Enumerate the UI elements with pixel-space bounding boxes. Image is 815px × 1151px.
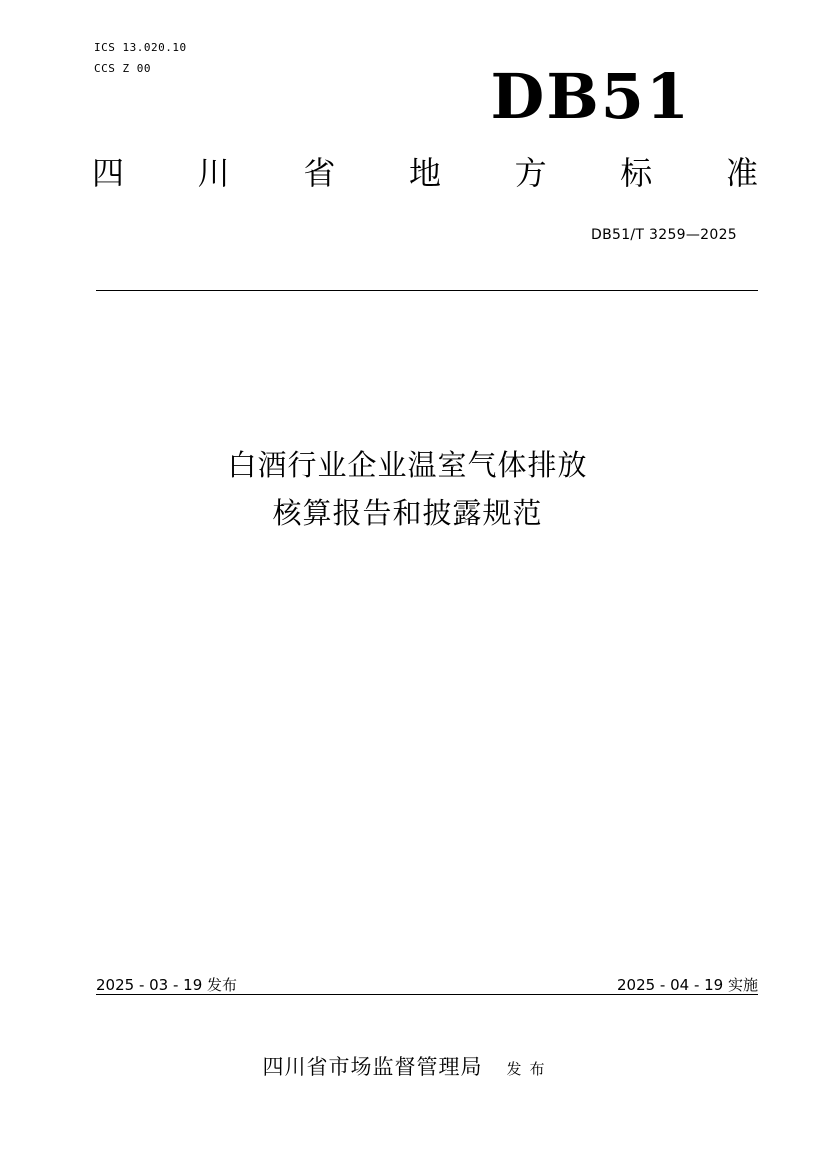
implement-date: 2025 - 04 - 19 实施 <box>616 976 758 994</box>
ics-code: ICS 13.020.10 <box>94 41 187 54</box>
document-title-line-1: 白酒行业企业温室气体排放 <box>227 448 588 482</box>
standard-type-char: 川 <box>197 154 230 192</box>
standard-type-char: 省 <box>303 154 336 192</box>
issuer-row <box>0 1057 815 1078</box>
standard-type-char: 标 <box>620 154 653 192</box>
standard-number: DB51/T 3259—2025 <box>591 227 737 243</box>
standard-type-heading <box>92 154 758 192</box>
standard-type-char: 方 <box>514 154 547 192</box>
standard-type-char: 四 <box>92 154 125 192</box>
top-divider <box>96 290 758 291</box>
issuer-action: 发布 <box>506 1060 553 1078</box>
bottom-divider <box>96 994 758 995</box>
document-title-line-2: 核算报告和披露规范 <box>272 496 543 530</box>
standard-type-char: 地 <box>408 154 441 192</box>
standard-type-char: 准 <box>725 154 758 192</box>
ccs-code: CCS Z 00 <box>94 62 151 75</box>
issuer-name: 四川省市场监督管理局 <box>262 1055 483 1079</box>
standard-code-mark: DB51 <box>490 60 691 133</box>
publish-date: 2025 - 03 - 19 发布 <box>96 976 238 994</box>
